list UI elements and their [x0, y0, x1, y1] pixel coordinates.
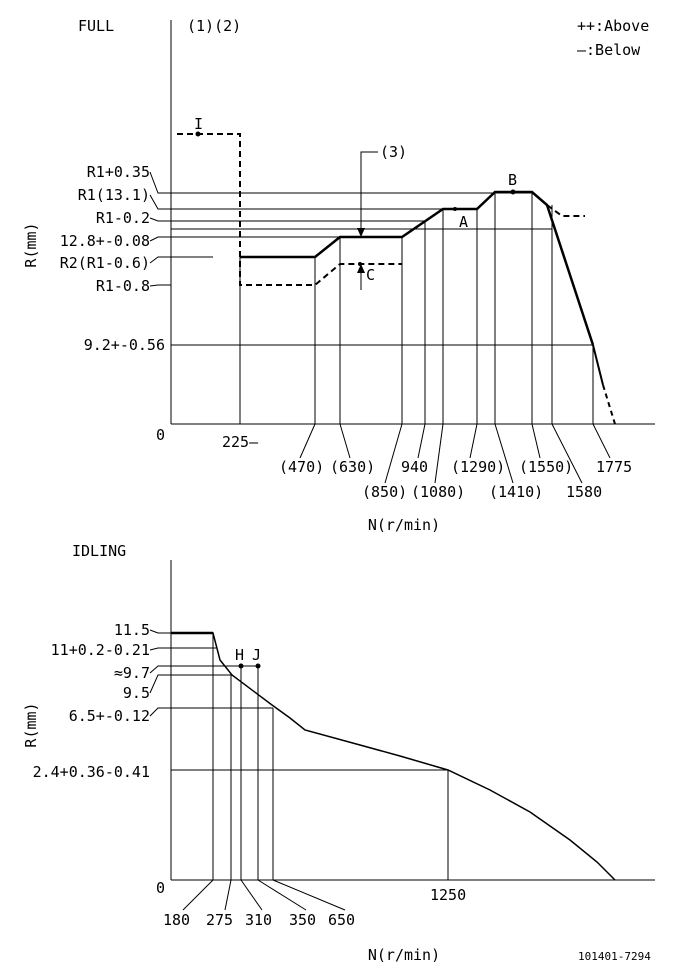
idling-y-label: 11.5: [113, 621, 150, 639]
point-h-label: H: [235, 646, 245, 664]
idling-vertical-lines: [213, 633, 448, 880]
full-x-label: 1775: [596, 458, 633, 476]
point-j-marker: [256, 664, 261, 669]
point-h-marker: [239, 664, 244, 669]
full-y-label: R1-0.2: [95, 209, 150, 227]
full-y-axis-label: R(mm): [22, 222, 40, 268]
full-reference-lines: [171, 193, 593, 345]
legend-above: ++:Above: [577, 17, 650, 35]
full-title: FULL: [78, 17, 115, 35]
full-solid-tail: [593, 345, 603, 385]
full-x-label: (1410): [489, 483, 544, 501]
full-dashed-tail: [603, 385, 615, 424]
full-x-label: (1080): [411, 483, 466, 501]
idling-x-labels: [163, 886, 466, 929]
reference-numbers: (1)(2): [187, 17, 242, 35]
full-y-label: R2(R1-0.6): [59, 254, 150, 272]
full-x-label: (1550): [519, 458, 574, 476]
full-x-axis-label: N(r/min): [367, 516, 441, 534]
idling-origin-label: 0: [156, 879, 166, 897]
full-x-label: (470): [279, 458, 325, 476]
idling-x-label: 650: [328, 911, 356, 929]
full-chart: [22, 17, 655, 534]
idling-x-label: 310: [245, 911, 273, 929]
full-x-label: 225—: [222, 433, 259, 451]
point-a-marker: [453, 207, 457, 211]
idling-x-leaders: [183, 880, 345, 910]
idling-chart: [22, 542, 655, 964]
full-x-label: (850): [362, 483, 408, 501]
point-c-label: C: [366, 266, 376, 284]
full-y-label: 12.8+-0.08: [59, 232, 150, 250]
idling-y-label: 6.5+-0.12: [68, 707, 150, 725]
idling-curve: [171, 633, 615, 880]
point-i-label: I: [194, 115, 204, 133]
idling-title: IDLING: [72, 542, 127, 560]
full-x-label: (1290): [451, 458, 506, 476]
point-j-label: J: [252, 646, 262, 664]
full-x-label: (630): [330, 458, 376, 476]
point-b-marker: [511, 190, 516, 195]
idling-x-axis-label: N(r/min): [367, 946, 441, 964]
idling-y-leaders: [150, 630, 171, 716]
full-y-label: R1+0.35: [86, 163, 150, 181]
legend-below: —:Below: [577, 41, 641, 59]
full-y-label: R1(13.1): [77, 186, 150, 204]
ref3-label: (3): [380, 143, 408, 161]
full-solid-curve: [240, 192, 593, 345]
ref3-indicator: [357, 143, 407, 290]
full-y-label: 9.2+-0.56: [83, 336, 165, 354]
full-y-leaders: [150, 172, 171, 286]
full-x-label: 1580: [566, 483, 603, 501]
idling-x-label: 275: [206, 911, 234, 929]
idling-y-label: ≈9.7: [113, 664, 150, 682]
idling-x-label: 1250: [430, 886, 467, 904]
idling-y-label: 9.5: [122, 684, 150, 702]
idling-y-label: 2.4+0.36-0.41: [32, 763, 150, 781]
full-x-labels: [222, 433, 632, 501]
idling-y-label: 11+0.2-0.21: [50, 641, 150, 659]
idling-x-label: 180: [163, 911, 191, 929]
point-b-label: B: [508, 171, 518, 189]
full-dashed-upper: [547, 205, 585, 216]
idling-x-label: 350: [289, 911, 317, 929]
full-y-label: R1-0.8: [95, 277, 150, 295]
idling-y-labels: [33, 621, 150, 781]
full-origin-label: 0: [156, 426, 166, 444]
full-y-labels: [60, 163, 165, 354]
full-x-label: 940: [401, 458, 429, 476]
document-number: 101401-7294: [578, 950, 651, 963]
point-a-label: A: [459, 213, 469, 231]
idling-y-axis-label: R(mm): [22, 702, 40, 748]
